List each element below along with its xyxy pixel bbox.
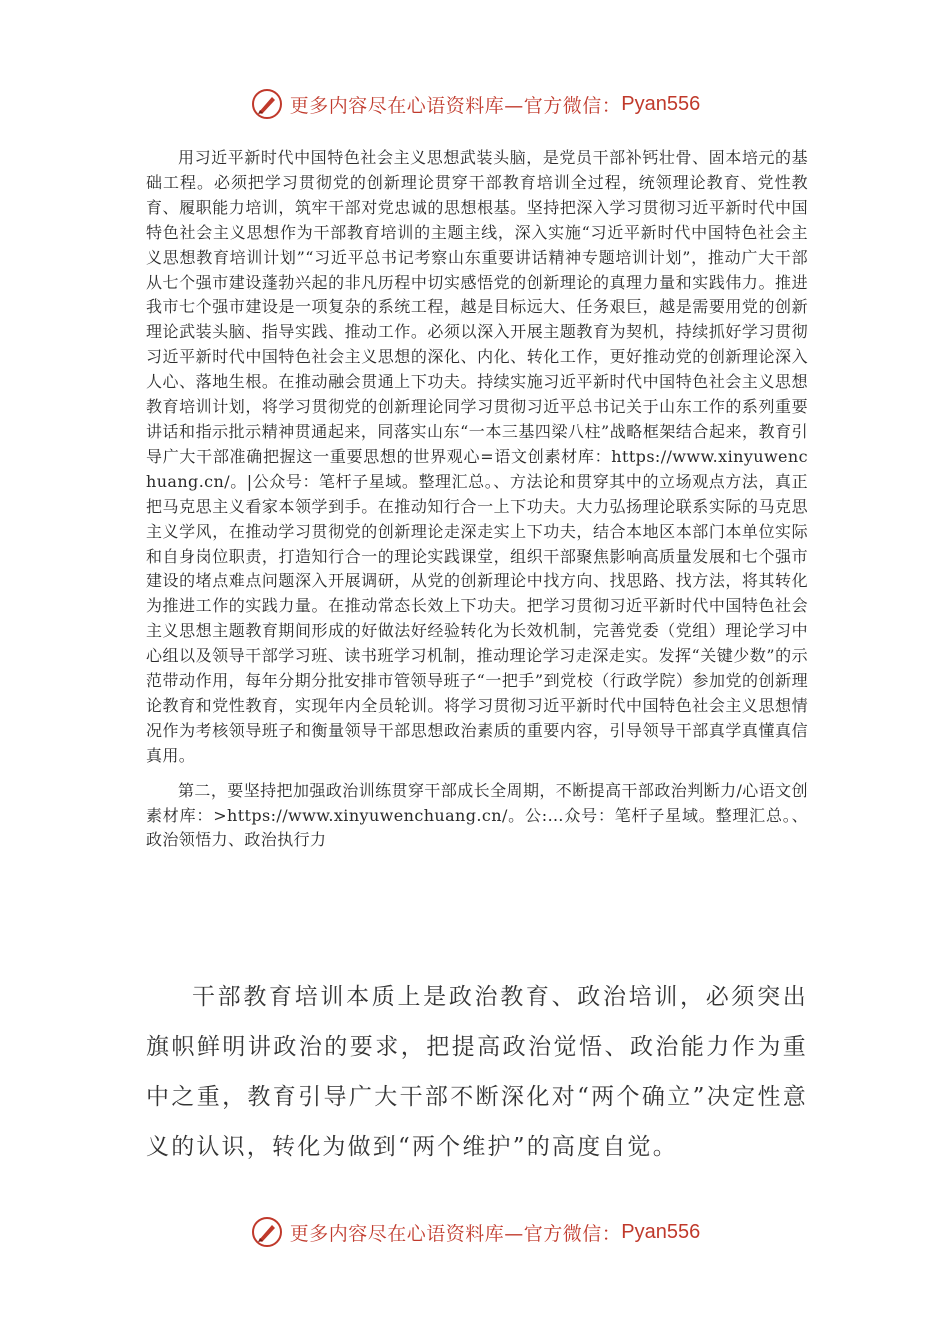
document-body [146,146,808,853]
watermark-handle: Pyan556 [621,92,701,115]
paragraph-political-education: 干部教育培训本质上是政治教育、政治培训，必须突出旗帜鲜明讲政治的要求，把提高政治觉悟、政治能力作为重中之重，教育引导广大干部不断深化对“两个确立”决定性意义的认识，转化为做到“两个维护”的高度自觉。 [146,984,808,1160]
pen-circle-logo-icon [250,1215,284,1249]
paragraph-political-training: 第二，要坚持把加强政治训练贯穿干部成长全周期，不断提高干部政治判断力/心语文创素材库：>https://www.xinyuwenchuang.cn/。公:…众号：笔杆子星域。整理汇总。、政治领悟力、政治执行力 [146,780,808,850]
pen-circle-logo-icon [250,87,284,121]
watermark-text: 更多内容尽在心语资料库—官方微信： [289,1222,622,1245]
header-watermark [0,84,950,124]
watermark-handle: Pyan556 [621,1220,701,1243]
footer-watermark [0,1212,950,1252]
watermark-text: 更多内容尽在心语资料库—官方微信： [289,94,622,117]
paragraph-theory-study: 用习近平新时代中国特色社会主义思想武装头脑，是党员干部补钙壮骨、固本培元的基础工程。必须把学习贯彻党的创新理论贯穿干部教育培训全过程，统领理论教育、党性教育、履职能力培训，筑牢干部对党忠诚的思想根基。坚持把深入学习贯彻习近平新时代中国特色社会主义思想作为干部教育培训的主题主线，深入实施“习近平新时代中国特色社会主义思想教育培训计划”“习近平总书记考察山东重要讲话精神专题培训计划”，推动广大干部从七个强市建设蓬勃兴起的非凡历程中切实感悟党的创新理论的真理力量和实践伟力。推进我市七个强市建设是一项复杂的系统工程，越是目标远大、任务艰巨，越是需要用党的创新理论武装头脑、指导实践、推动工作。必须以深入开展主题教育为契机，持续抓好学习贯彻习近平新时代中国特色社会主义思想的深化、内化、转化工作，更好推动党的创新理论深入人心、落地生根。在推动融会贯通上下功夫。持续实施习近平新时代中国特色社会主义思想教育培训计划，将学习贯彻党的创新理论同学习贯彻习近平总书记关于山东工作的系列重要讲话和指示批示精神贯通起来，同落实山东“一本三基四梁八柱”战略框架结合起来，教育引导广大干部准确把握这一重要思想的世界观心=语文创素材库：https://www.xinyuwenchuang.cn/。|公众号：笔杆子星域。整理汇总。、方法论和贯穿其中的立场观点方法，真正把马克思主义看家本领学到手。在推动知行合一上下功夫。大力弘扬理论联系实际的马克思主义学风，在推动学习贯彻党的创新理论走深走实上下功夫，结合本地区本部门本单位实际和自身岗位职责，打造知行合一的理论实践课堂，组织干部聚焦影响高质量发展和七个强市建设的堵点难点问题深入开展调研，从党的创新理论中找方向、找思路、找方法，将其转化为推进工作的实践力量。在推动常态长效上下功夫。把学习贯彻习近平新时代中国特色社会主义思想主题教育期间形成的好做法好经验转化为长效机制，完善党委（党组）理论学习中心组以及领导干部学习班、读书班学习机制，推动理论学习走深走实。发挥“关键少数”的示范带动作用，每年分期分批安排市管领导班子“一把手”到党校（行政学院）参加党的创新理论教育和党性教育，实现年内全员轮训。将学习贯彻习近平新时代中国特色社会主义思想情况作为考核领导班子和衡量领导干部思想政治素质的重要内容，引导领导干部真学真懂真信真用。 [146,148,808,765]
